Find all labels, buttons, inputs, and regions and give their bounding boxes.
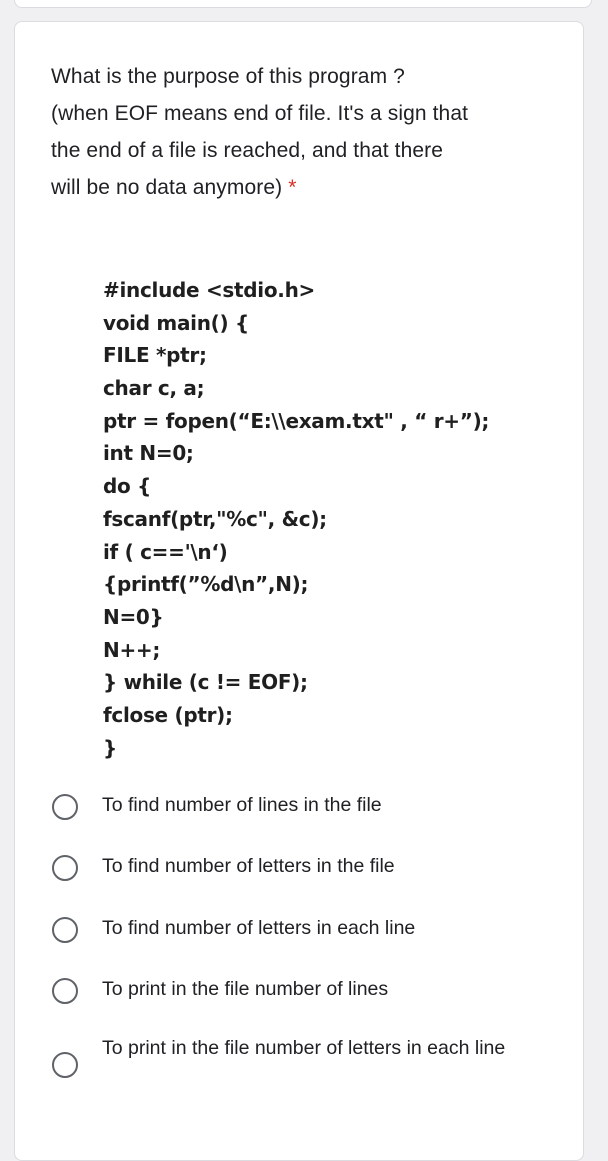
- radio-button-icon[interactable]: [52, 794, 78, 820]
- radio-button-icon[interactable]: [52, 917, 78, 943]
- code-line: do {: [103, 474, 152, 499]
- code-line: void main() {: [103, 310, 249, 335]
- code-line: int N=0;: [103, 441, 194, 466]
- radio-button-icon[interactable]: [52, 1052, 78, 1078]
- code-line: }: [103, 735, 117, 760]
- question-line: (when EOF means end of file. It's a sign that: [51, 102, 469, 125]
- option-2[interactable]: [52, 853, 572, 883]
- option-label: To print in the file number of lines: [102, 978, 389, 1000]
- question-line: What is the purpose of this program ?: [51, 65, 405, 88]
- code-line: if ( c=='\n‘): [103, 539, 228, 564]
- option-label: To print in the file number of letters in each line: [102, 1037, 506, 1059]
- radio-button-icon[interactable]: [52, 978, 78, 1004]
- option-4[interactable]: [52, 976, 572, 1006]
- question-line: the end of a file is reached, and that there: [51, 139, 443, 162]
- code-line: fclose (ptr);: [103, 702, 233, 727]
- code-line: FILE *ptr;: [103, 343, 207, 368]
- code-line: fscanf(ptr,"%c", &c);: [103, 506, 327, 531]
- option-label: To find number of lines in the file: [102, 794, 382, 816]
- option-3[interactable]: [52, 915, 572, 945]
- question-line-text: will be no data anymore): [51, 176, 283, 199]
- previous-card-strip: [0, 0, 608, 12]
- code-line: ptr = fopen(“E:\\exam.txt" , “ r+”);: [103, 408, 490, 433]
- question-line: [51, 169, 561, 206]
- code-snippet: [103, 274, 489, 764]
- code-line: #include <stdio.h>: [103, 278, 315, 302]
- code-line: char c, a;: [103, 376, 205, 401]
- code-line: {printf(”%d\n”,N);: [103, 572, 309, 597]
- question-text: [51, 58, 561, 206]
- radio-button-icon[interactable]: [52, 855, 78, 881]
- code-line: } while (c != EOF);: [103, 670, 308, 695]
- code-line: N=0}: [103, 604, 164, 629]
- option-label: To find number of letters in each line: [102, 917, 416, 939]
- previous-card-edge: [14, 0, 592, 8]
- required-asterisk: *: [288, 176, 297, 199]
- option-1[interactable]: [52, 792, 572, 822]
- code-line: N++;: [103, 637, 161, 662]
- option-label: To find number of letters in the file: [102, 855, 395, 877]
- option-5[interactable]: [52, 1034, 572, 1096]
